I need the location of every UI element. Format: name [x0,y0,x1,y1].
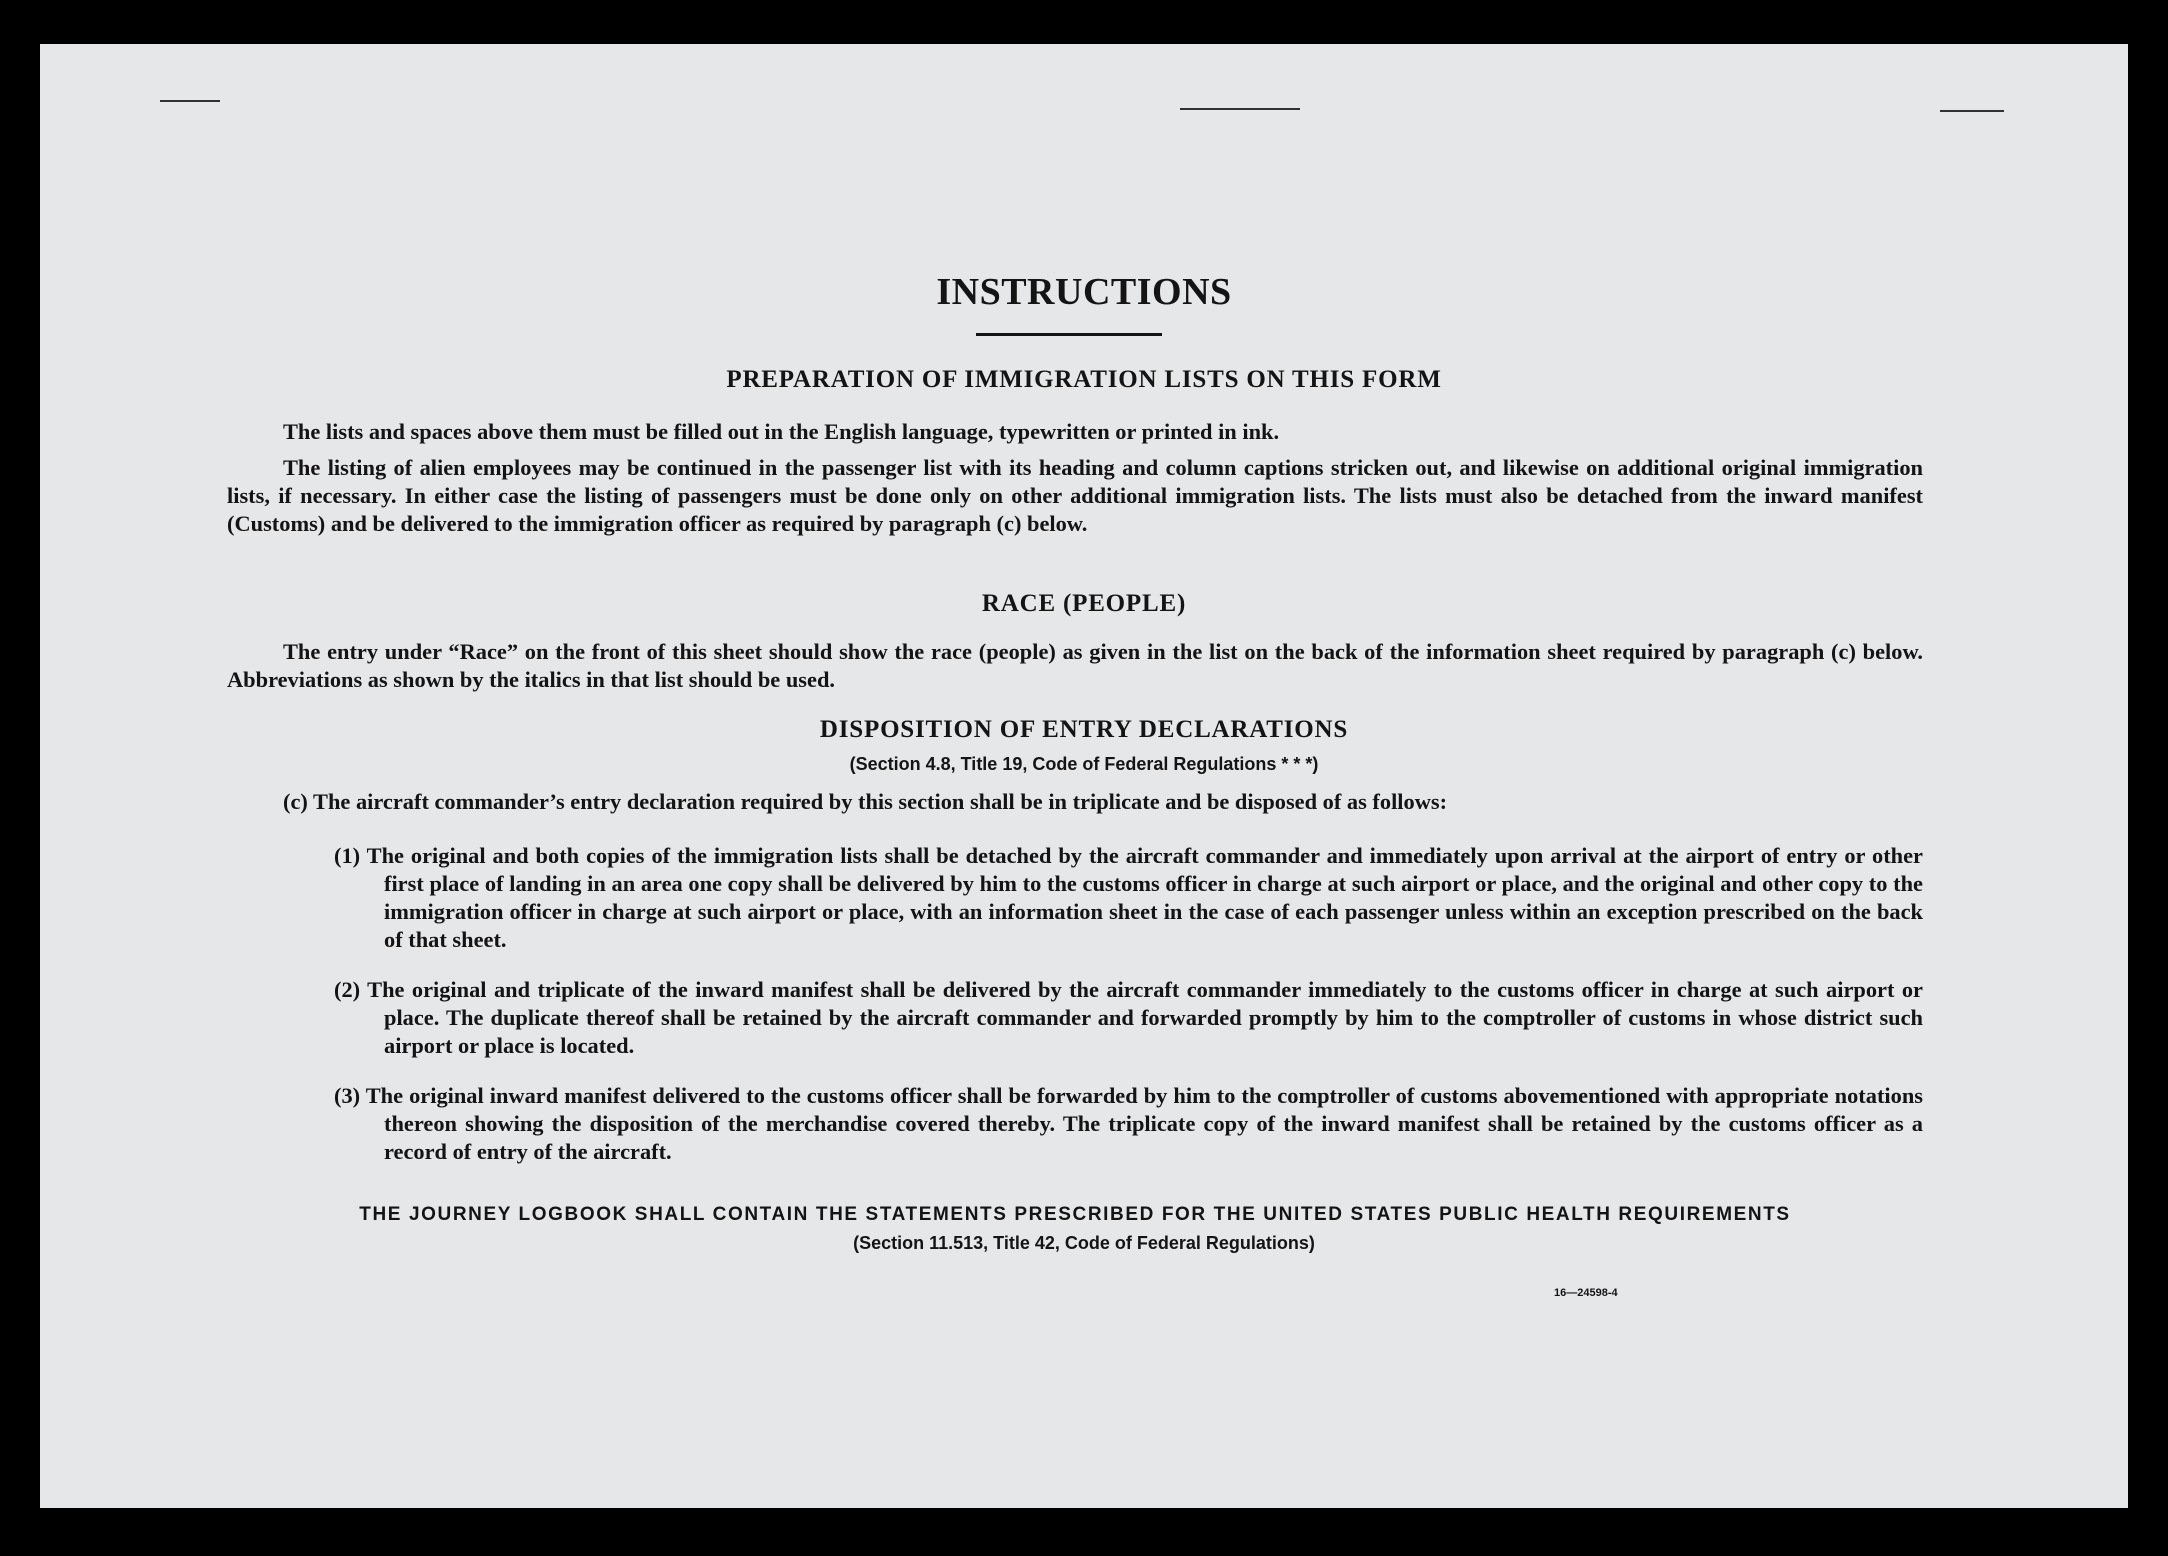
scan-mark-left [160,100,220,102]
disposition-heading: DISPOSITION OF ENTRY DECLARATIONS [819,716,1349,743]
disposition-item-1: (1) The original and both copies of the immigration lists shall be detached by the aircraft commander and immediately upon arrival at the airport of entry or other first place of landing in an area one copy shall be delivered by him to the customs officer in charge at such airport or place, and the original and other copy to the immigration officer in charge at such airport or place, with an information sheet in the case of each passenger unless within an exception prescribed on the back of that sheet. [334,843,1923,952]
preparation-heading: PREPARATION OF IMMIGRATION LISTS ON THIS FORM [726,366,1442,393]
preparation-paragraph-1: The lists and spaces above them must be filled out in the English language, typewritten or printed in ink. [283,419,1280,444]
footer-statement: THE JOURNEY LOGBOOK SHALL CONTAIN THE STATEMENTS PRESCRIBED FOR THE UNITED STATES PUBLIC HEALTH REQUIREMENTS [359,1204,1791,1225]
scan-mark-right [1940,110,2004,112]
scan-mark-center [1180,108,1300,110]
form-number: 16—24598-4 [1554,1287,1618,1299]
disposition-item-3: (3) The original inward manifest delivered to the customs officer shall be forwarded by him to the comptroller of customs abovementioned with appropriate notations thereon showing the disposition of the merchandise covered thereby. The triplicate copy of the inward manifest shall be retained by the customs officer as a record of entry of the aircraft. [334,1083,1923,1164]
disposition-item-2: (2) The original and triplicate of the inward manifest shall be delivered by the aircraft commander immediately to the customs officer in charge at such airport or place. The duplicate thereof shall be retained by the aircraft commander and forwarded promptly by him to the comptroller of customs in whose district such airport or place is located. [334,977,1923,1058]
footer-citation: (Section 11.513, Title 42, Code of Federal Regulations) [853,1233,1315,1253]
page-title: INSTRUCTIONS [936,271,1232,313]
disposition-clause-c: (c) The aircraft commander’s entry declaration required by this section shall be in triplicate and be disposed of as follows: [283,789,1448,814]
race-heading: RACE (PEOPLE) [981,590,1187,617]
preparation-paragraph-2: The listing of alien employees may be continued in the passenger list with its heading and column captions stricken out, and likewise on additional original immigration lists, if necessary. In either case the listing of passengers must be done only on other additional immigration lists. The lists must also be detached from the inward manifest (Customs) and be delivered to the immigration officer as required by paragraph (c) below. [227,455,1923,536]
disposition-citation: (Section 4.8, Title 19, Code of Federal Regulations * * *) [849,754,1319,774]
instruction-sheet [40,44,2128,1508]
title-underline [976,333,1162,336]
race-paragraph: The entry under “Race” on the front of this sheet should show the race (people) as given in the list on the back of the information sheet required by paragraph (c) below. Abbreviations as shown by the italics in that list should be used. [227,639,1923,692]
